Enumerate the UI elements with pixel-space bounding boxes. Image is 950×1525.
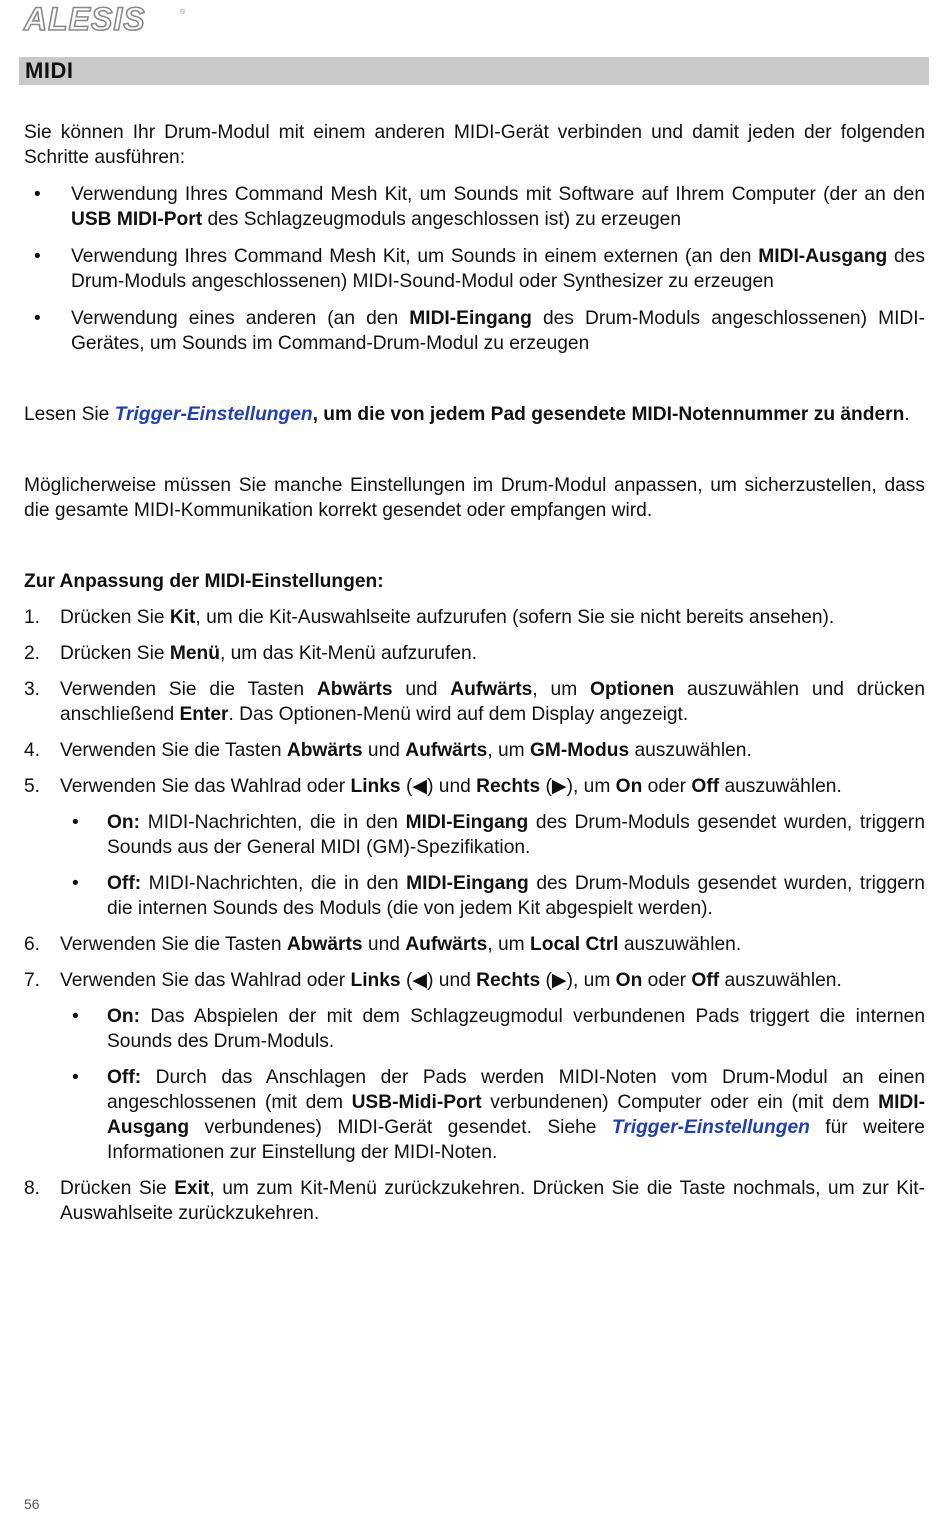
- steps-heading: Zur Anpassung der MIDI-Einstellungen:: [24, 571, 384, 592]
- list-item: • Off: Durch das Anschlagen der Pads werden MIDI-Noten vom Drum-Modul an einen angeschlossenen (mit dem USB-Midi-Port verbundenen) Computer oder ein (mit dem MIDI-Ausgang verbundenes) MIDI-Gerät gesendet. Siehe Trigger-Einstellungen für weitere Informationen zur Einstellung der MIDI-Noten.: [60, 1065, 925, 1165]
- step-6: 6. Verwenden Sie die Tasten Abwärts und Aufwärts, um Local Ctrl auszuwählen.: [24, 934, 742, 955]
- intro-paragraph: Sie können Ihr Drum-Modul mit einem anderen MIDI-Gerät verbinden und damit jeden der folgenden Schritte ausführen:: [24, 122, 925, 168]
- step-3: 3. Verwenden Sie die Tasten Abwärts und Aufwärts, um Optionen auszuwählen und drücken anschließend Enter. Das Optionen-Menü wird auf dem Display angezeigt.: [24, 679, 925, 725]
- step-1: 1. Drücken Sie Kit, um die Kit-Auswahlseite aufzurufen (sofern Sie sie nicht bereits ansehen).: [24, 607, 835, 628]
- steps-list: [24, 605, 925, 1226]
- trigger-settings-link[interactable]: Trigger-Einstellungen: [114, 404, 313, 425]
- svg-text:ALESIS: ALESIS: [24, 2, 146, 36]
- local-ctrl-options-list: [60, 1004, 925, 1165]
- page-number: 56: [24, 1496, 40, 1512]
- list-item: • Off: MIDI-Nachrichten, die in den MIDI-Eingang des Drum-Moduls gesendet wurden, triggern die internen Sounds des Moduls (die von jedem Kit abgespielt werden).: [60, 871, 925, 921]
- list-item: • Verwendung Ihres Command Mesh Kit, um Sounds mit Software auf Ihrem Computer (der an den USB MIDI-Port des Schlagzeugmoduls angeschlossen ist) zu erzeugen: [24, 182, 925, 232]
- step-7: 7. Verwenden Sie das Wahlrad oder Links (◀) und Rechts (▶), um On oder Off auszuwählen. • On: Das Abspielen der mit dem Schlagzeugmodul verbundenen Pads triggert die internen Sounds des Drum-Moduls. • Off: Durch das Anschlagen der Pads werden MIDI-Noten vom Drum-Modul an einen angeschlossenen (mit dem USB-Midi-Port verbundenen) Computer oder ein (mit dem MIDI-Ausgang verbundenes) MIDI-Gerät gesendet. Siehe Trigger-Einstellungen für weitere Informationen zur Einstellung der MIDI-Noten.: [24, 968, 925, 1165]
- trigger-settings-link[interactable]: Trigger-Einstellungen: [611, 1117, 810, 1138]
- step-2: 2. Drücken Sie Menü, um das Kit-Menü aufzurufen.: [24, 643, 477, 664]
- list-item: • Verwendung Ihres Command Mesh Kit, um Sounds in einem externen (an den MIDI-Ausgang des Drum-Moduls angeschlossenen) MIDI-Sound-Modul oder Synthesizer zu erzeugen: [24, 244, 925, 294]
- gm-mode-options-list: [60, 810, 925, 921]
- step-4: 4. Verwenden Sie die Tasten Abwärts und Aufwärts, um GM-Modus auszuwählen.: [24, 740, 752, 761]
- trigger-paragraph: Lesen Sie Trigger-Einstellungen, um die von jedem Pad gesendete MIDI-Notennummer zu ändern.: [24, 404, 910, 425]
- list-item: • On: Das Abspielen der mit dem Schlagzeugmodul verbundenen Pads triggert die internen Sounds des Drum-Moduls.: [60, 1004, 925, 1054]
- step-8: 8. Drücken Sie Exit, um zum Kit-Menü zurückzukehren. Drücken Sie die Taste nochmals, um zur Kit-Auswahlseite zurückzukehren.: [24, 1178, 925, 1224]
- usage-bullet-list: [24, 182, 925, 356]
- step-5: 5. Verwenden Sie das Wahlrad oder Links (◀) und Rechts (▶), um On oder Off auszuwählen. • On: MIDI-Nachrichten, die in den MIDI-Eingang des Drum-Moduls gesendet wurden, triggern Sounds aus der General MIDI (GM)-Spezifikation. • Off: MIDI-Nachrichten, die in den MIDI-Eingang des Drum-Moduls gesendet wurden, triggern die internen Sounds des Moduls (die von jedem Kit abgespielt werden).: [24, 774, 925, 921]
- list-item: • On: MIDI-Nachrichten, die in den MIDI-Eingang des Drum-Moduls gesendet wurden, triggern Sounds aus der General MIDI (GM)-Spezifikation.: [60, 810, 925, 860]
- page-content: [24, 120, 925, 1237]
- settings-paragraph: Möglicherweise müssen Sie manche Einstellungen im Drum-Modul anpassen, um sicherzustellen, dass die gesamte MIDI-Kommunikation korrekt gesendet oder empfangen wird.: [24, 475, 925, 521]
- svg-text:®: ®: [180, 9, 186, 16]
- alesis-logo: [22, 2, 192, 36]
- list-item: • Verwendung eines anderen (an den MIDI-Eingang des Drum-Moduls angeschlossenen) MIDI-Gerätes, um Sounds im Command-Drum-Modul zu erzeugen: [24, 306, 925, 356]
- section-header-bar: [19, 57, 929, 85]
- section-title: MIDI: [25, 58, 74, 83]
